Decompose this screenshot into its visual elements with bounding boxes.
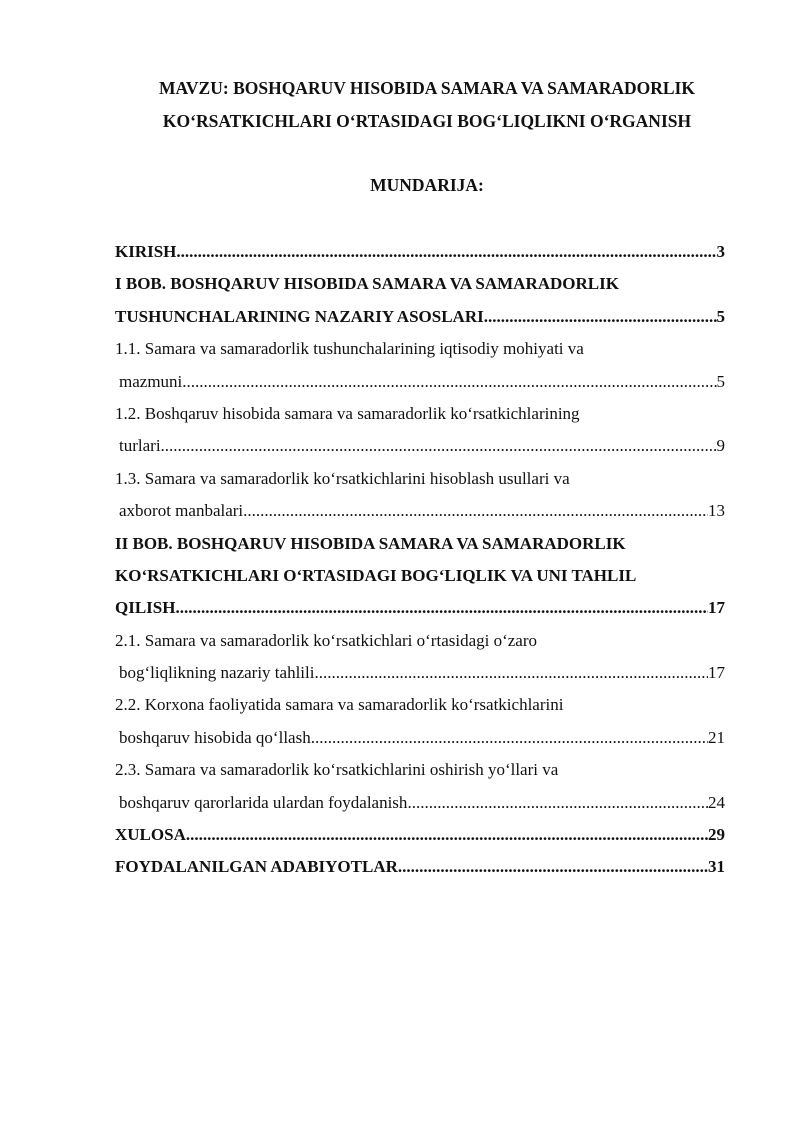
toc-entry-section-1-2-line-1 bbox=[115, 398, 725, 430]
toc-entry-chapter-2-line-1 bbox=[115, 528, 725, 560]
toc-page-number: 13 bbox=[708, 501, 725, 521]
toc-entry-section-2-2-line-1 bbox=[115, 689, 725, 721]
toc-entry-text: 2.3. Samara va samaradorlik ko‘rsatkichlarini oshirish yo‘llari va bbox=[115, 760, 559, 780]
toc-leader-dots bbox=[186, 819, 708, 851]
toc-entry-references bbox=[115, 851, 725, 883]
title-line-1: MAVZU: BOSHQARUV HISOBIDA SAMARA VA SAMARADORLIK bbox=[159, 78, 695, 98]
toc-entry-text: mazmuni bbox=[119, 371, 183, 391]
toc-page-number: 29 bbox=[708, 825, 725, 845]
toc-entry-text: boshqaruv qarorlarida ulardan foydalanish bbox=[119, 792, 408, 812]
toc-entry-text: KO‘RSATKICHLARI O‘RTASIDAGI BOG‘LIQLIK VA UNI TAHLIL bbox=[115, 565, 637, 585]
toc-entry-section-1-3-line-1 bbox=[115, 463, 725, 495]
document-title bbox=[100, 72, 754, 138]
toc-entry-text: 1.3. Samara va samaradorlik ko‘rsatkichlarini hisoblash usullari va bbox=[115, 468, 570, 488]
toc-leader-dots bbox=[314, 657, 708, 689]
toc-page-number: 17 bbox=[708, 663, 725, 683]
toc-entry-chapter-1-line-2 bbox=[115, 301, 725, 333]
toc-entry-text: turlari bbox=[119, 436, 161, 456]
toc-page-number: 24 bbox=[708, 792, 725, 812]
toc-entry-text: 1.1. Samara va samaradorlik tushunchalarining iqtisodiy mohiyati va bbox=[115, 339, 584, 359]
toc-entry-section-2-2-line-2 bbox=[115, 722, 725, 754]
toc-leader-dots bbox=[407, 787, 708, 819]
toc-entry-chapter-1-line-1 bbox=[115, 268, 725, 300]
toc-page-number: 31 bbox=[708, 857, 725, 877]
toc-page-number: 3 bbox=[716, 242, 725, 261]
toc-leader-dots bbox=[176, 236, 716, 268]
toc-entry-text: TUSHUNCHALARINING NAZARIY ASOSLARI bbox=[115, 306, 484, 326]
toc-leader-dots bbox=[243, 495, 708, 527]
toc-page-number: 9 bbox=[716, 436, 725, 456]
title-line-2: KO‘RSATKICHLARI O‘RTASIDAGI BOG‘LIQLIKNI O‘RGANISH bbox=[162, 111, 692, 131]
table-of-contents bbox=[115, 236, 725, 884]
toc-entry-section-2-1-line-1 bbox=[115, 625, 725, 657]
toc-entry-text: 2.2. Korxona faoliyatida samara va samaradorlik ko‘rsatkichlarini bbox=[115, 695, 564, 715]
toc-entry-section-2-3-line-2 bbox=[115, 787, 725, 819]
toc-entry-section-1-1-line-1 bbox=[115, 333, 725, 365]
toc-entry-text: QILISH bbox=[115, 598, 176, 618]
toc-entry-chapter-2-line-3 bbox=[115, 592, 725, 624]
toc-entry-intro bbox=[115, 236, 725, 268]
toc-leader-dots bbox=[161, 430, 717, 462]
contents-heading: MUNDARIJA: bbox=[370, 175, 484, 195]
toc-entry-section-1-1-line-2 bbox=[115, 366, 725, 398]
toc-entry-text: axborot manbalari bbox=[119, 501, 244, 521]
toc-entry-section-2-3-line-1 bbox=[115, 754, 725, 786]
toc-leader-dots bbox=[175, 592, 708, 624]
toc-page-number: 5 bbox=[716, 371, 725, 391]
toc-entry-section-1-3-line-2 bbox=[115, 495, 725, 527]
toc-entry-chapter-2-line-2 bbox=[115, 560, 725, 592]
toc-page-number: 5 bbox=[716, 306, 725, 326]
toc-page-number: 21 bbox=[708, 727, 725, 747]
toc-entry-text: boshqaruv hisobida qo‘llash bbox=[119, 727, 311, 747]
toc-entry-text: KIRISH bbox=[115, 242, 177, 261]
toc-entry-text: bog‘liqlikning nazariy tahlili bbox=[119, 663, 315, 683]
toc-leader-dots bbox=[484, 301, 717, 333]
toc-entry-text: 2.1. Samara va samaradorlik ko‘rsatkichlari o‘rtasidagi o‘zaro bbox=[115, 630, 538, 650]
toc-entry-text: XULOSA bbox=[115, 825, 186, 845]
toc-leader-dots bbox=[311, 722, 708, 754]
toc-page-number: 17 bbox=[708, 598, 725, 618]
toc-entry-text: FOYDALANILGAN ADABIYOTLAR bbox=[115, 857, 398, 877]
toc-entry-conclusion bbox=[115, 819, 725, 851]
toc-entry-text: I BOB. BOSHQARUV HISOBIDA SAMARA VA SAMARADORLIK bbox=[115, 274, 619, 294]
toc-entry-section-2-1-line-2 bbox=[115, 657, 725, 689]
toc-entry-section-1-2-line-2 bbox=[115, 430, 725, 462]
toc-entry-text: 1.2. Boshqaruv hisobida samara va samaradorlik ko‘rsatkichlarining bbox=[115, 403, 580, 423]
toc-entry-text: II BOB. BOSHQARUV HISOBIDA SAMARA VA SAMARADORLIK bbox=[115, 533, 626, 553]
toc-leader-dots bbox=[182, 366, 716, 398]
toc-leader-dots bbox=[398, 851, 708, 883]
